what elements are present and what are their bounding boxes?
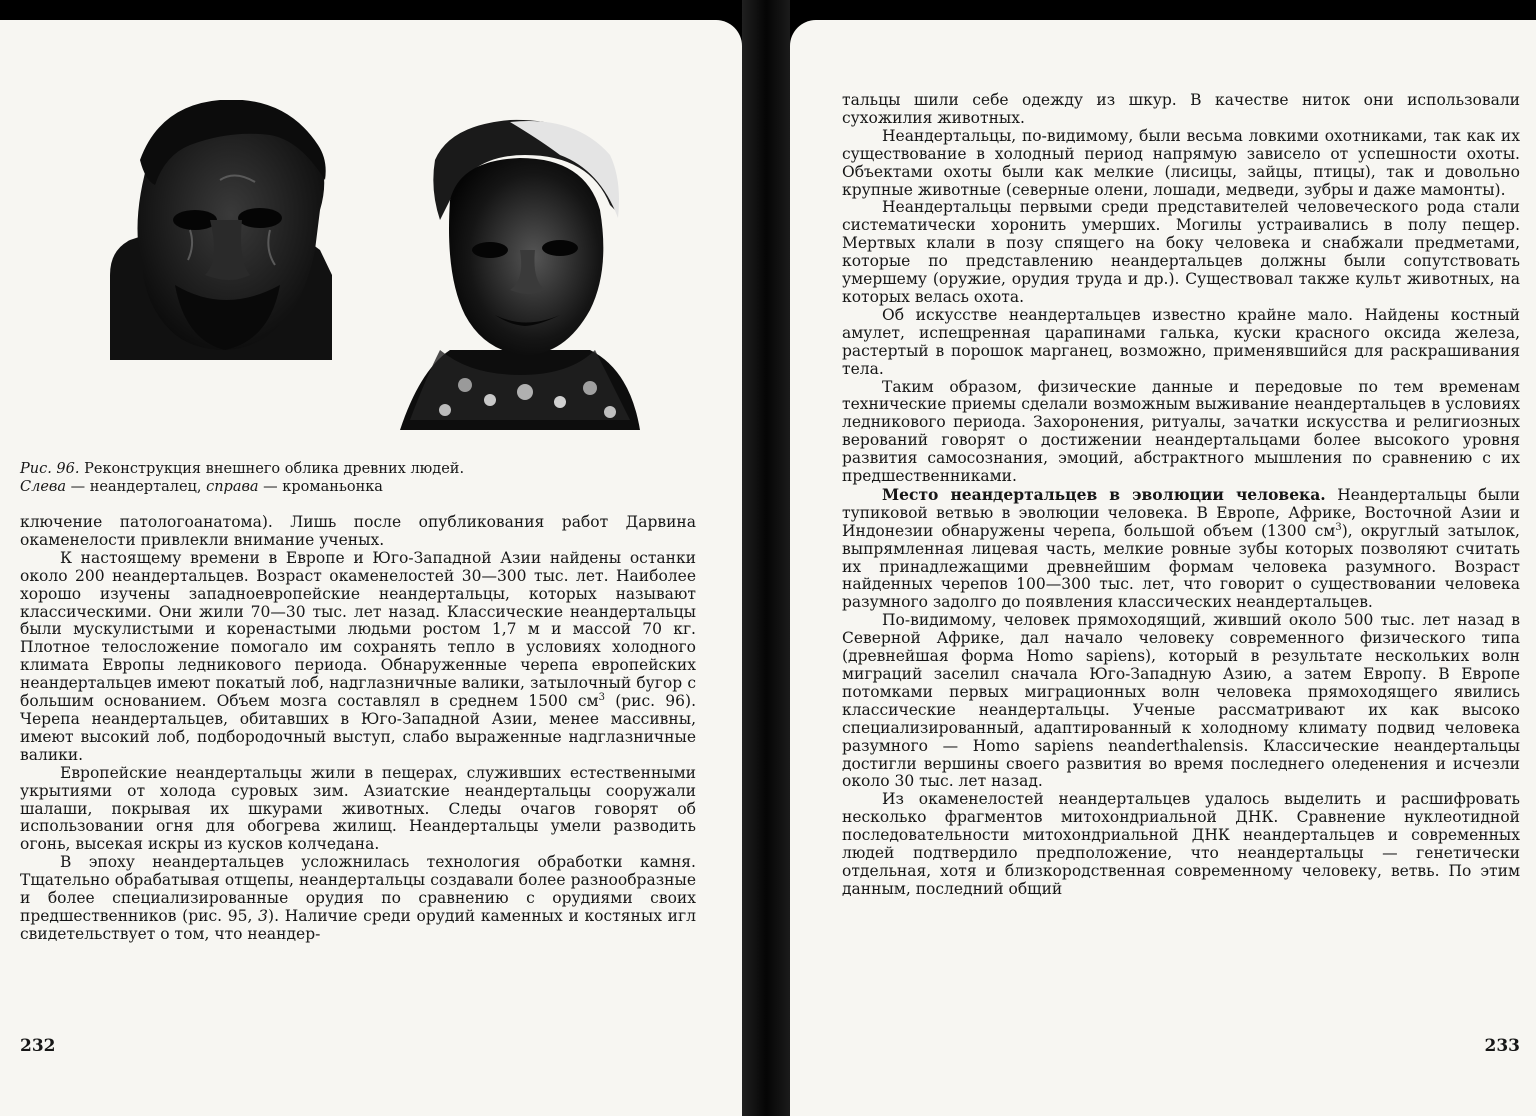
cro-magnon-bust: [400, 120, 640, 430]
caption-right-label: справа: [206, 479, 259, 495]
paragraph: Неандертальцы, по-видимому, были весьма ловкими охотниками, так как их существование в холодный период напрямую зависело от успешности охоты. Объектами охоты были как мелкие (лисицы, зайцы, птицы), так и довольно крупные животные (северные олени, лошади, медведи, зубры и даже мамонты).: [842, 126, 1520, 199]
text-run: Неандертальцы были тупиковой ветвью в эволюции человека. В Европе, Африке, Восточной Азии и Индонезии обнаружены черепа, большой объем (1300 см: [842, 485, 1520, 540]
paragraph: По-видимому, человек прямоходящий, живший около 500 тыс. лет назад в Северной Африке, дал начало человеку современного физического типа (древнейшая форма Homo sapiens), который в результате нескольких волн миграций заселил сначала Юго-Западную Азию, а затем Европу. В Европе потомками первых миграционных волн человека прямоходящего явились классические неандертальцы. Ученые рассматривают их как высоко специализированный, адаптированный к холодному климату подвид человека разумного — Homo sapiens neanderthalensis. Классические неандертальцы достигли вершины своего развития во время последнего оледенения и исчезли около 30 тыс. лет назад.: [842, 611, 1520, 791]
paragraph: Неандертальцы первыми среди представителей человеческого рода стали систематически хоронить умерших. Могилы устраивались в полу пещер. Мертвых клали в позу спящего на боку человека и снабжали предметами, которые по представлению неандертальцев должны были сопутствовать умершему (оружие, орудия труда и др.). Существовал также культ животных, на которых велась охота.: [842, 198, 1520, 306]
text-run: ). Наличие среди орудий каменных и костяных игл свидетельствует о том, что неандер-: [20, 906, 696, 943]
page-number-left: 232: [20, 1036, 56, 1056]
paragraph: ключение патологоанатома). Лишь после опубликования работ Дарвина окаменелости привлекли внимание ученых.: [20, 513, 696, 549]
text-run: ), округлый затылок, выпрямленная лицевая часть, мелкие ровные зубы которых позволяют считать их принадлежащими древнейшим формам человека разумного. Возраст найденных черепов 100—300 тыс. лет, что говорит о существовании человека разумного задолго до появления классических неандертальцев.: [842, 521, 1520, 612]
reconstruction-busts-image: [70, 100, 670, 430]
text-run: К настоящему времени в Европе и Юго-Западной Азии найдены останки около 200 неандертальцев. Возраст окаменелостей 30—300 тыс. лет. Наиболее хорошо изучены западноевропейские неандертальцы, которых называют классическими. Они жили 70—30 тыс. лет назад. Классические неандертальцы были мускулистыми и коренастыми людьми ростом 1,7 м и массой 70 кг. Плотное телосложение помогало им сохранять тепло в условиях холодного климата Европы ледникового периода. Обнаруженные черепа европейских неандертальцев имеют покатый лоб, надглазничные валики, затылочный бугор с большим основанием. Объем мозга составлял в среднем 1500 см: [20, 548, 696, 711]
caption-mid: — неандерталец,: [66, 479, 207, 495]
left-page: [0, 20, 742, 1116]
paragraph: [20, 854, 696, 944]
text-run: (рис. 96). Черепа неандертальцев, обитавших в Юго-Западной Азии, менее массивны, имеют высокий лоб, подбородочный выступ, слабо выраженные надглазничные валики.: [20, 692, 696, 764]
figure-caption: [20, 460, 720, 496]
paragraph: Европейские неандертальцы жили в пещерах, служивших естественными укрытиями от холода суровых зим. Азиатские неандертальцы сооружали шалаши, покрывая их шкурами животных. Следы очагов говорят об использовании огня для обогрева жилищ. Неандертальцы умели разводить огонь, высекая искры из кусков колчедана.: [20, 763, 696, 854]
figure-96-illustration: [70, 100, 670, 430]
paragraph: [20, 550, 696, 765]
paragraph: Таким образом, физические данные и передовые по тем временам технические приемы сделали возможным выживание неандертальцев в условиях ледникового периода. Захоронения, ритуалы, зачатки искусства и религиозных верований говорят о достижении неандертальцами более высокого уровня развития самосознания, эмоций, абстрактного мышления по сравнению с их предшественниками.: [842, 377, 1520, 486]
paragraph: Об искусстве неандертальцев известно крайне мало. Найдены костный амулет, испещренная царапинами галька, куски красного оксида железа, растертый в порошок марганец, возможно, применявшийся для раскрашивания тела.: [842, 305, 1520, 378]
paragraph: Из окаменелостей неандертальцев удалось выделить и расшифровать несколько фрагментов митохондриальной ДНК. Сравнение нуклеотидной последовательности митохондриальной ДНК неандертальцев и современных людей подтвердило предположение, что неандертальцы — генетически отдельная, хотя и близкородственная современному человеку, ветвь. По этим данным, последний общий: [842, 790, 1520, 898]
page-number-right: 233: [1484, 1036, 1520, 1056]
paragraph: [842, 486, 1520, 612]
left-page-body: [20, 514, 696, 944]
superscript: 3: [598, 691, 605, 703]
caption-figure-number: Рис. 96.: [20, 461, 80, 477]
book-gutter: [742, 0, 790, 1116]
caption-left-label: Слева: [20, 479, 66, 495]
section-heading: Место неандертальцев в эволюции человека.: [882, 484, 1326, 504]
caption-tail: — кроманьонка: [258, 479, 383, 495]
superscript: 3: [1335, 521, 1342, 533]
paragraph: тальцы шили себе одежду из шкур. В качестве ниток они использовали сухожилия животных.: [842, 91, 1520, 127]
neanderthal-bust: [110, 100, 332, 360]
italic-run: 3: [258, 906, 269, 925]
right-page-body: [842, 92, 1520, 899]
right-page: [790, 20, 1536, 1116]
caption-line1: Реконструкция внешнего облика древних людей.: [79, 461, 465, 477]
text-run: В эпоху неандертальцев усложнилась технология обработки камня. Тщательно обрабатывая отщепы, неандертальцы создавали более разнообразные и более специализированные орудия по сравнению с орудиями своих предшественников (рис. 95,: [20, 853, 696, 925]
